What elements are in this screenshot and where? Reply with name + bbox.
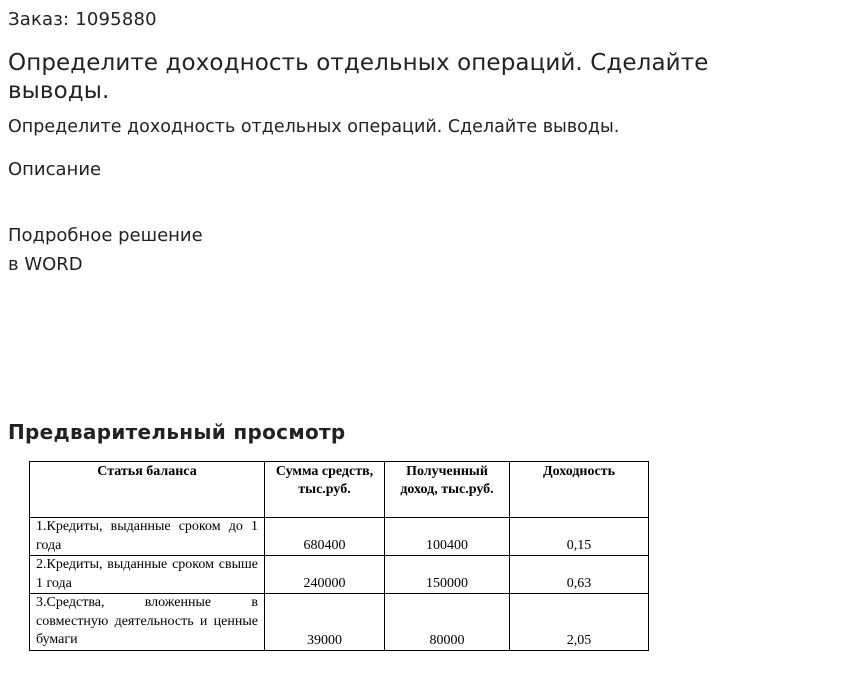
header-income: Полученный доход, тыс.руб. <box>385 462 510 518</box>
table-row <box>30 518 649 556</box>
cell-sum: 240000 <box>265 556 385 594</box>
header-yield: Доходность <box>510 462 649 518</box>
cell-item: 1.Кредиты, выданные сроком до 1 года <box>30 518 265 556</box>
table-row <box>30 556 649 594</box>
cell-income: 80000 <box>385 594 510 651</box>
cell-yield: 2,05 <box>510 594 649 651</box>
cell-item: 3.Средства, вложенные в совместную деятельность и ценные бумаги <box>30 594 265 651</box>
solution-format: в WORD <box>8 254 83 275</box>
balance-table <box>29 461 649 651</box>
cell-income: 150000 <box>385 556 510 594</box>
table-header-row <box>30 462 649 518</box>
page-title: Определите доходность отдельных операций. Сделайте выводы. <box>8 50 709 104</box>
description-label: Описание <box>8 159 102 180</box>
header-balance-item: Статья баланса <box>30 462 265 518</box>
preview-heading: Предварительный просмотр <box>8 420 346 444</box>
cell-income: 100400 <box>385 518 510 556</box>
order-number: Заказ: 1095880 <box>8 9 157 30</box>
solution-info <box>8 221 203 279</box>
preview-document <box>29 461 649 651</box>
task-lead-text: Определите доходность отдельных операций. Сделайте выводы. <box>8 117 620 137</box>
cell-sum: 39000 <box>265 594 385 651</box>
solution-line: Подробное решение <box>8 225 203 246</box>
cell-item: 2.Кредиты, выданные сроком свыше 1 года <box>30 556 265 594</box>
cell-yield: 0,63 <box>510 556 649 594</box>
cell-yield: 0,15 <box>510 518 649 556</box>
cell-sum: 680400 <box>265 518 385 556</box>
table-row <box>30 594 649 651</box>
header-sum: Сумма средств, тыс.руб. <box>265 462 385 518</box>
